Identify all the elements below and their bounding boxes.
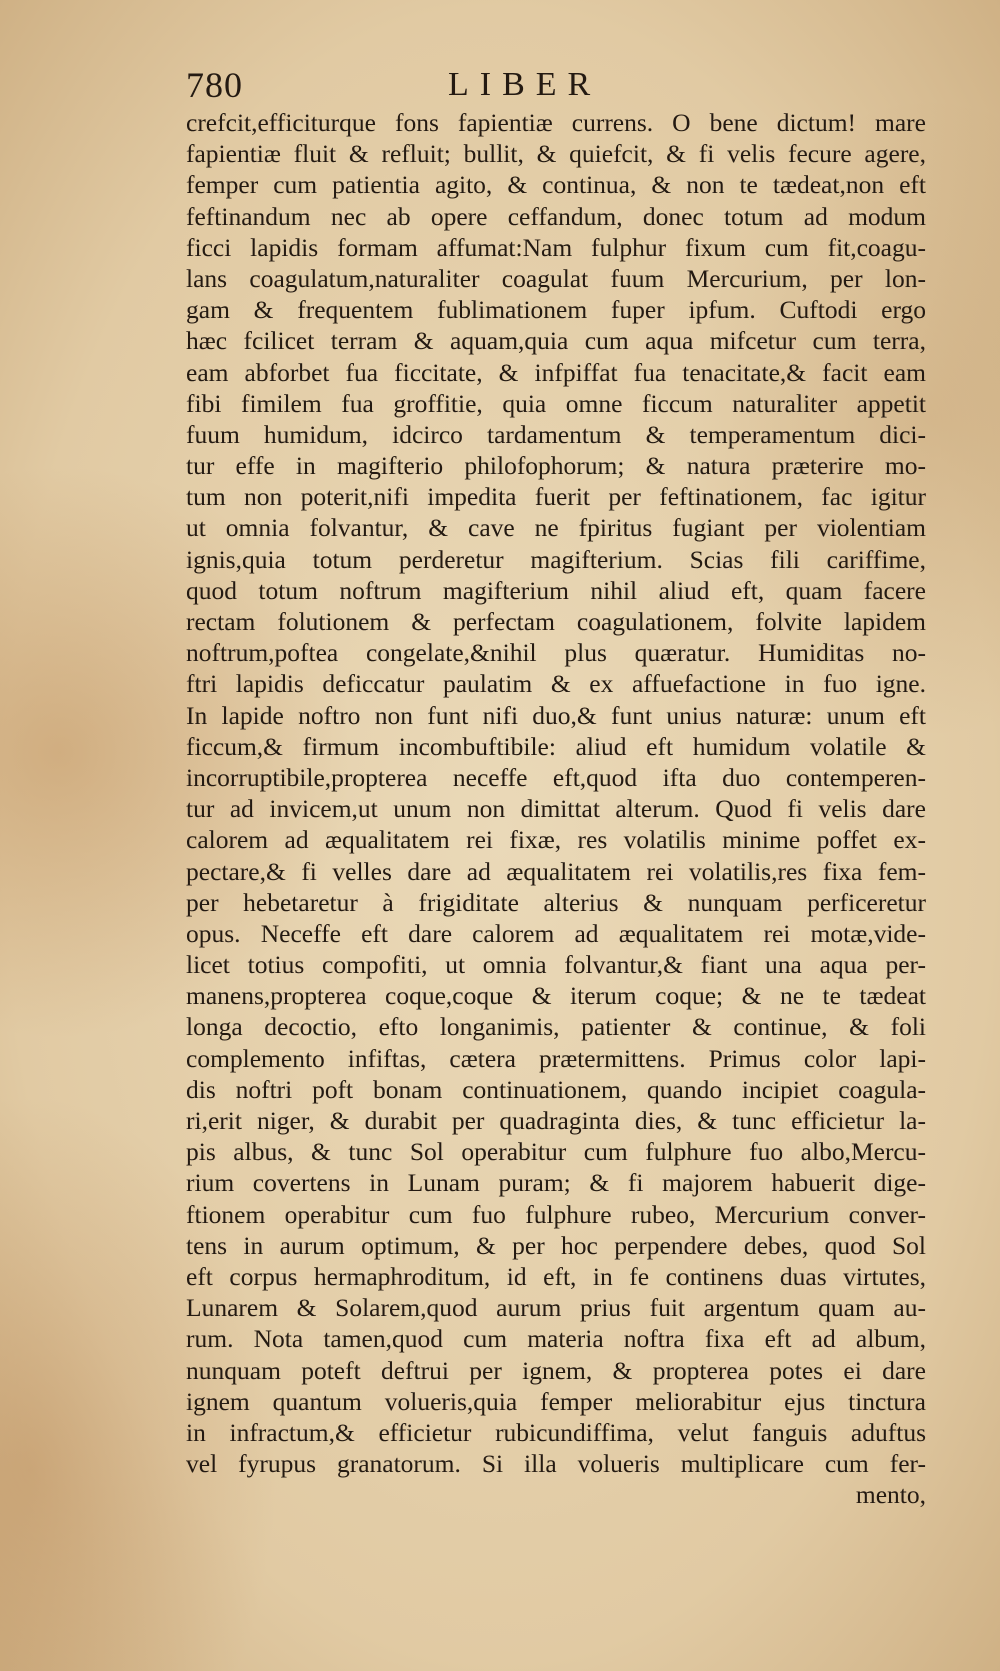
text-line: quod totum noftrum magifterium nihil aliud eft, quam facere xyxy=(186,575,926,605)
text-line: fuum humidum, idcirco tardamentum & temperamentum dici- xyxy=(186,419,926,449)
text-line: ignem quantum volueris,quia femper meliorabitur ejus tinctura xyxy=(186,1386,926,1416)
text-line: Lunarem & Solarem,quod aurum prius fuit argentum quam au- xyxy=(186,1293,926,1323)
text-line: eft corpus hermaphroditum, id eft, in fe continens duas virtutes, xyxy=(186,1261,926,1291)
text-line: pis albus, & tunc Sol operabitur cum fulphure fuo albo,Mercu- xyxy=(186,1137,926,1167)
text-line: licet totius compofiti, ut omnia folvantur,& fiant una aqua per- xyxy=(186,950,926,980)
text-line: crefcit,efficiturque fons fapientiæ currens. O bene dictum! mare xyxy=(186,108,926,137)
text-line: eam abforbet fua ficcitate, & infpiffat fua tenacitate,& facit eam xyxy=(186,357,926,387)
text-line: nunquam poteft deftrui per ignem, & propterea potes ei dare xyxy=(186,1355,926,1385)
text-line: ut omnia folvantur, & cave ne fpiritus fugiant per violentiam xyxy=(186,513,926,543)
text-line: rectam folutionem & perfectam coagulationem, folvite lapidem xyxy=(186,607,926,636)
text-line: fibi fimilem fua groffitie, quia omne ficcum naturaliter appetit xyxy=(186,388,926,418)
text-line: tum non poterit,nifi impedita fuerit per feftinationem, fac igitur xyxy=(186,482,926,512)
text-line: lans coagulatum,naturaliter coagulat fuum Mercurium, per lon- xyxy=(186,263,926,293)
text-line: pectare,& fi velles dare ad æqualitatem rei volatilis,res fixa fem- xyxy=(186,856,926,886)
text-line: ri,erit niger, & durabit per quadraginta dies, & tunc efficietur la- xyxy=(186,1106,926,1135)
text-line: rum. Nota tamen,quod cum materia noftra fixa eft ad album, xyxy=(186,1324,926,1354)
text-line: ignis,quia totum perderetur magifterium. Scias fili cariffime, xyxy=(186,544,926,574)
text-line: ficci lapidis formam affumat:Nam fulphur fixum cum fit,coagu- xyxy=(186,232,926,262)
text-line: hæc fcilicet terram & aquam,quia cum aqua mifcetur cum terra, xyxy=(186,326,926,356)
text-line: tur effe in magifterio philofophorum; & natura præterire mo- xyxy=(186,451,926,481)
text-line: in infractum,& efficietur rubicundiffima, velut fanguis aduftus xyxy=(186,1417,926,1447)
text-line: femper cum patientia agito, & continua, & non te tædeat,non eft xyxy=(186,170,926,200)
text-line: manens,propterea coque,coque & iterum coque; & ne te tædeat xyxy=(186,981,926,1011)
text-line: complemento infiftas, cætera prætermittens. Primus color lapi- xyxy=(186,1043,926,1073)
text-line: per hebetaretur à frigiditate alterius & nunquam perficeretur xyxy=(186,887,926,917)
text-line: feftinandum nec ab opere ceffandum, donec totum ad modum xyxy=(186,201,926,231)
text-line: fapientiæ fluit & refluit; bullit, & quiefcit, & fi velis fecure agere, xyxy=(186,139,926,169)
text-line: calorem ad æqualitatem rei fixæ, res volatilis minime poffet ex- xyxy=(186,825,926,855)
text-line: tur ad invicem,ut unum non dimittat alterum. Quod fi velis dare xyxy=(186,794,926,824)
body-text xyxy=(186,107,926,1510)
text-line: gam & frequentem fublimationem fuper ipfum. Cuftodi ergo xyxy=(186,295,926,325)
text-line: ftionem operabitur cum fuo fulphure rubeo, Mercurium conver- xyxy=(186,1199,926,1229)
text-line: ftri lapidis deficcatur paulatim & ex affuefactione in fuo igne. xyxy=(186,669,926,699)
text-line: rium covertens in Lunam puram; & fi majorem habuerit dige- xyxy=(186,1168,926,1198)
text-line: vel fyrupus granatorum. Si illa volueris multiplicare cum fer- xyxy=(186,1449,926,1479)
text-line: incorruptibile,propterea neceffe eft,quod ifta duo contemperen- xyxy=(186,762,926,792)
text-line: opus. Neceffe eft dare calorem ad æqualitatem rei motæ,vide- xyxy=(186,918,926,948)
book-title-header: LIBER xyxy=(448,66,602,103)
text-line: tens in aurum optimum, & per hoc perpendere debes, quod Sol xyxy=(186,1230,926,1260)
text-line: noftrum,poftea congelate,&nihil plus quæratur. Humiditas no- xyxy=(186,638,926,668)
running-head xyxy=(186,64,706,110)
text-line: dis noftri poft bonam continuationem, quando incipiet coagula- xyxy=(186,1074,926,1104)
text-line: longa decoctio, efto longanimis, patienter & continue, & foli xyxy=(186,1012,926,1042)
page-number: 780 xyxy=(186,65,243,105)
text-line: In lapide noftro non funt nifi duo,& funt unius naturæ: unum eft xyxy=(186,700,926,730)
catchword: mento, xyxy=(855,1480,926,1510)
text-line: ficcum,& firmum incombuftibile: aliud eft humidum volatile & xyxy=(186,731,926,761)
